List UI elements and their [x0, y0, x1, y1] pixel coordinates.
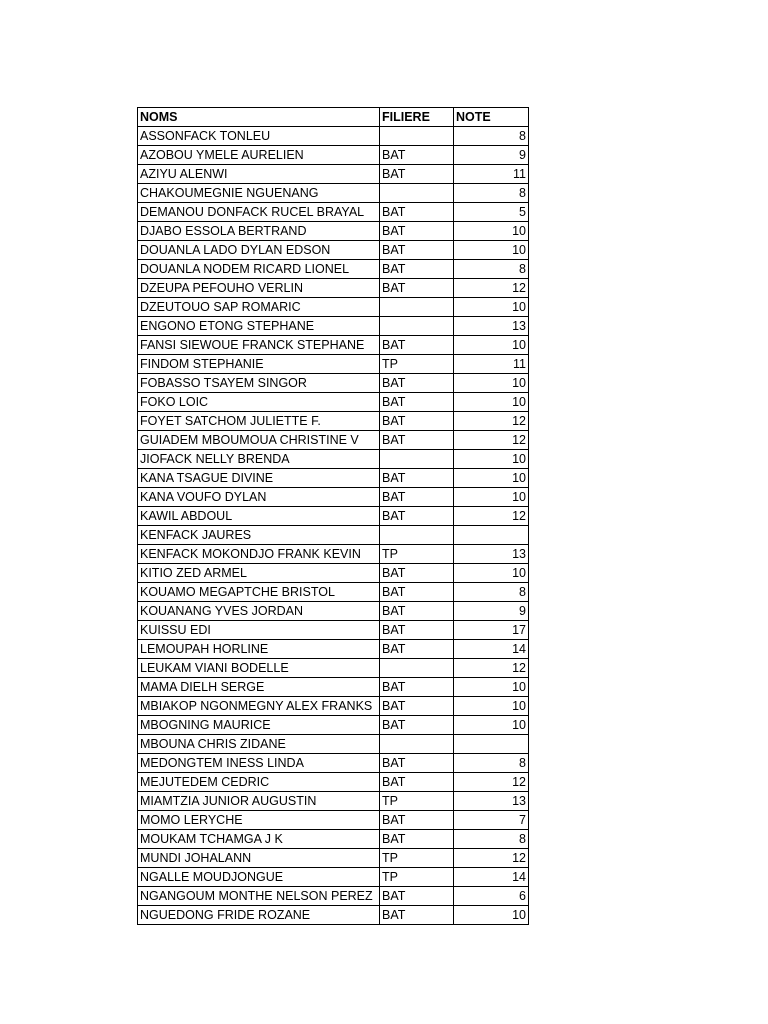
cell-filiere: BAT [380, 716, 454, 735]
cell-filiere: BAT [380, 621, 454, 640]
cell-filiere [380, 526, 454, 545]
table-row [138, 621, 529, 640]
cell-filiere: BAT [380, 697, 454, 716]
table-row [138, 545, 529, 564]
cell-nom: MUNDI JOHALANN [138, 849, 380, 868]
cell-nom: ASSONFACK TONLEU [138, 127, 380, 146]
cell-filiere: TP [380, 849, 454, 868]
cell-filiere: BAT [380, 906, 454, 925]
table-row [138, 906, 529, 925]
table-row [138, 507, 529, 526]
cell-nom: NGALLE MOUDJONGUE [138, 868, 380, 887]
table-row [138, 279, 529, 298]
cell-nom: KITIO ZED ARMEL [138, 564, 380, 583]
cell-nom: MOMO LERYCHE [138, 811, 380, 830]
cell-note: 17 [454, 621, 529, 640]
cell-filiere [380, 184, 454, 203]
cell-filiere [380, 659, 454, 678]
column-header-note: NOTE [454, 108, 529, 127]
cell-filiere: BAT [380, 222, 454, 241]
table-row [138, 849, 529, 868]
cell-nom: MBIAKOP NGONMEGNY ALEX FRANKS [138, 697, 380, 716]
cell-nom: MAMA DIELH SERGE [138, 678, 380, 697]
cell-nom: MOUKAM TCHAMGA J K [138, 830, 380, 849]
cell-note: 10 [454, 374, 529, 393]
cell-nom: DOUANLA LADO DYLAN EDSON [138, 241, 380, 260]
cell-note [454, 735, 529, 754]
cell-note: 12 [454, 279, 529, 298]
cell-note: 11 [454, 355, 529, 374]
cell-filiere [380, 450, 454, 469]
cell-nom: FANSI SIEWOUE FRANCK STEPHANE [138, 336, 380, 355]
table-row [138, 298, 529, 317]
cell-filiere: BAT [380, 754, 454, 773]
table-row [138, 697, 529, 716]
cell-filiere: BAT [380, 583, 454, 602]
cell-nom: MBOGNING MAURICE [138, 716, 380, 735]
cell-filiere [380, 317, 454, 336]
cell-nom: CHAKOUMEGNIE NGUENANG [138, 184, 380, 203]
cell-note: 10 [454, 488, 529, 507]
cell-nom: GUIADEM MBOUMOUA CHRISTINE V [138, 431, 380, 450]
table-row [138, 811, 529, 830]
cell-filiere: BAT [380, 241, 454, 260]
column-header-filiere: FILIERE [380, 108, 454, 127]
cell-filiere [380, 127, 454, 146]
cell-nom: KENFACK MOKONDJO FRANK KEVIN [138, 545, 380, 564]
cell-note: 8 [454, 830, 529, 849]
cell-filiere: BAT [380, 640, 454, 659]
cell-nom: KOUANANG YVES JORDAN [138, 602, 380, 621]
cell-nom: LEUKAM VIANI BODELLE [138, 659, 380, 678]
cell-filiere: BAT [380, 412, 454, 431]
table-row [138, 317, 529, 336]
grades-table [137, 107, 529, 925]
cell-note: 13 [454, 792, 529, 811]
cell-filiere: BAT [380, 564, 454, 583]
table-row [138, 393, 529, 412]
cell-filiere: BAT [380, 393, 454, 412]
table-row [138, 165, 529, 184]
cell-filiere [380, 735, 454, 754]
cell-note: 10 [454, 678, 529, 697]
cell-filiere: BAT [380, 279, 454, 298]
table-row [138, 203, 529, 222]
table-row [138, 412, 529, 431]
table-row [138, 355, 529, 374]
table-row [138, 564, 529, 583]
cell-note: 7 [454, 811, 529, 830]
table-row [138, 640, 529, 659]
cell-note: 12 [454, 849, 529, 868]
cell-nom: JIOFACK NELLY BRENDA [138, 450, 380, 469]
table-row [138, 431, 529, 450]
cell-nom: AZIYU ALENWI [138, 165, 380, 184]
cell-nom: DZEUTOUO SAP ROMARIC [138, 298, 380, 317]
cell-note: 8 [454, 260, 529, 279]
cell-nom: MBOUNA CHRIS ZIDANE [138, 735, 380, 754]
cell-filiere: BAT [380, 165, 454, 184]
cell-note: 9 [454, 602, 529, 621]
table-row [138, 526, 529, 545]
table-row [138, 678, 529, 697]
cell-note: 9 [454, 146, 529, 165]
cell-nom: KENFACK JAURES [138, 526, 380, 545]
cell-note: 5 [454, 203, 529, 222]
cell-filiere: BAT [380, 146, 454, 165]
cell-nom: KUISSU EDI [138, 621, 380, 640]
cell-note: 10 [454, 298, 529, 317]
table-row [138, 792, 529, 811]
table-row [138, 868, 529, 887]
cell-note: 10 [454, 241, 529, 260]
table-row [138, 336, 529, 355]
table-row [138, 374, 529, 393]
cell-nom: LEMOUPAH HORLINE [138, 640, 380, 659]
table-row [138, 659, 529, 678]
cell-nom: DZEUPA PEFOUHO VERLIN [138, 279, 380, 298]
cell-note: 12 [454, 507, 529, 526]
cell-note: 8 [454, 127, 529, 146]
table-row [138, 716, 529, 735]
cell-filiere: BAT [380, 830, 454, 849]
cell-note: 12 [454, 431, 529, 450]
cell-nom: MEDONGTEM INESS LINDA [138, 754, 380, 773]
cell-note: 8 [454, 583, 529, 602]
cell-filiere: BAT [380, 203, 454, 222]
cell-nom: DJABO ESSOLA BERTRAND [138, 222, 380, 241]
cell-note: 10 [454, 469, 529, 488]
cell-nom: ENGONO ETONG STEPHANE [138, 317, 380, 336]
cell-filiere: BAT [380, 811, 454, 830]
cell-nom: FOBASSO TSAYEM SINGOR [138, 374, 380, 393]
cell-note: 10 [454, 906, 529, 925]
cell-filiere: TP [380, 355, 454, 374]
cell-nom: DEMANOU DONFACK RUCEL BRAYAL [138, 203, 380, 222]
cell-nom: MEJUTEDEM CEDRIC [138, 773, 380, 792]
table-body [138, 127, 529, 925]
cell-filiere: BAT [380, 488, 454, 507]
cell-filiere: BAT [380, 678, 454, 697]
cell-nom: DOUANLA NODEM RICARD LIONEL [138, 260, 380, 279]
cell-note: 12 [454, 773, 529, 792]
cell-note: 10 [454, 450, 529, 469]
cell-note: 8 [454, 184, 529, 203]
cell-nom: FOYET SATCHOM JULIETTE F. [138, 412, 380, 431]
cell-nom: NGUEDONG FRIDE ROZANE [138, 906, 380, 925]
cell-filiere: TP [380, 545, 454, 564]
cell-nom: AZOBOU YMELE AURELIEN [138, 146, 380, 165]
cell-filiere: BAT [380, 374, 454, 393]
cell-nom: KAWIL ABDOUL [138, 507, 380, 526]
table-row [138, 241, 529, 260]
cell-nom: KANA VOUFO DYLAN [138, 488, 380, 507]
cell-filiere: TP [380, 792, 454, 811]
table-row [138, 488, 529, 507]
cell-note: 14 [454, 868, 529, 887]
table-row [138, 469, 529, 488]
cell-filiere: TP [380, 868, 454, 887]
cell-note: 10 [454, 564, 529, 583]
cell-note: 10 [454, 697, 529, 716]
cell-note: 13 [454, 545, 529, 564]
column-header-noms: NOMS [138, 108, 380, 127]
cell-filiere [380, 298, 454, 317]
cell-note: 8 [454, 754, 529, 773]
cell-filiere: BAT [380, 431, 454, 450]
table-row [138, 260, 529, 279]
cell-nom: FOKO LOIC [138, 393, 380, 412]
cell-note: 10 [454, 222, 529, 241]
cell-filiere: BAT [380, 507, 454, 526]
cell-note: 10 [454, 716, 529, 735]
table-row [138, 127, 529, 146]
header-row [138, 108, 529, 127]
table-row [138, 146, 529, 165]
cell-note: 6 [454, 887, 529, 906]
cell-note: 13 [454, 317, 529, 336]
cell-filiere: BAT [380, 469, 454, 488]
table-row [138, 602, 529, 621]
table-row [138, 735, 529, 754]
cell-filiere: BAT [380, 602, 454, 621]
cell-note [454, 526, 529, 545]
cell-note: 12 [454, 659, 529, 678]
cell-note: 12 [454, 412, 529, 431]
cell-nom: MIAMTZIA JUNIOR AUGUSTIN [138, 792, 380, 811]
table-row [138, 450, 529, 469]
table-row [138, 184, 529, 203]
cell-filiere: BAT [380, 773, 454, 792]
table-row [138, 887, 529, 906]
table-row [138, 754, 529, 773]
cell-nom: NGANGOUM MONTHE NELSON PEREZ [138, 887, 380, 906]
cell-note: 10 [454, 393, 529, 412]
cell-nom: KANA TSAGUE DIVINE [138, 469, 380, 488]
cell-nom: KOUAMO MEGAPTCHE BRISTOL [138, 583, 380, 602]
cell-filiere: BAT [380, 887, 454, 906]
cell-note: 11 [454, 165, 529, 184]
cell-note: 10 [454, 336, 529, 355]
table-row [138, 830, 529, 849]
cell-filiere: BAT [380, 336, 454, 355]
cell-nom: FINDOM STEPHANIE [138, 355, 380, 374]
cell-note: 14 [454, 640, 529, 659]
table-row [138, 773, 529, 792]
table-row [138, 583, 529, 602]
cell-filiere: BAT [380, 260, 454, 279]
table-row [138, 222, 529, 241]
